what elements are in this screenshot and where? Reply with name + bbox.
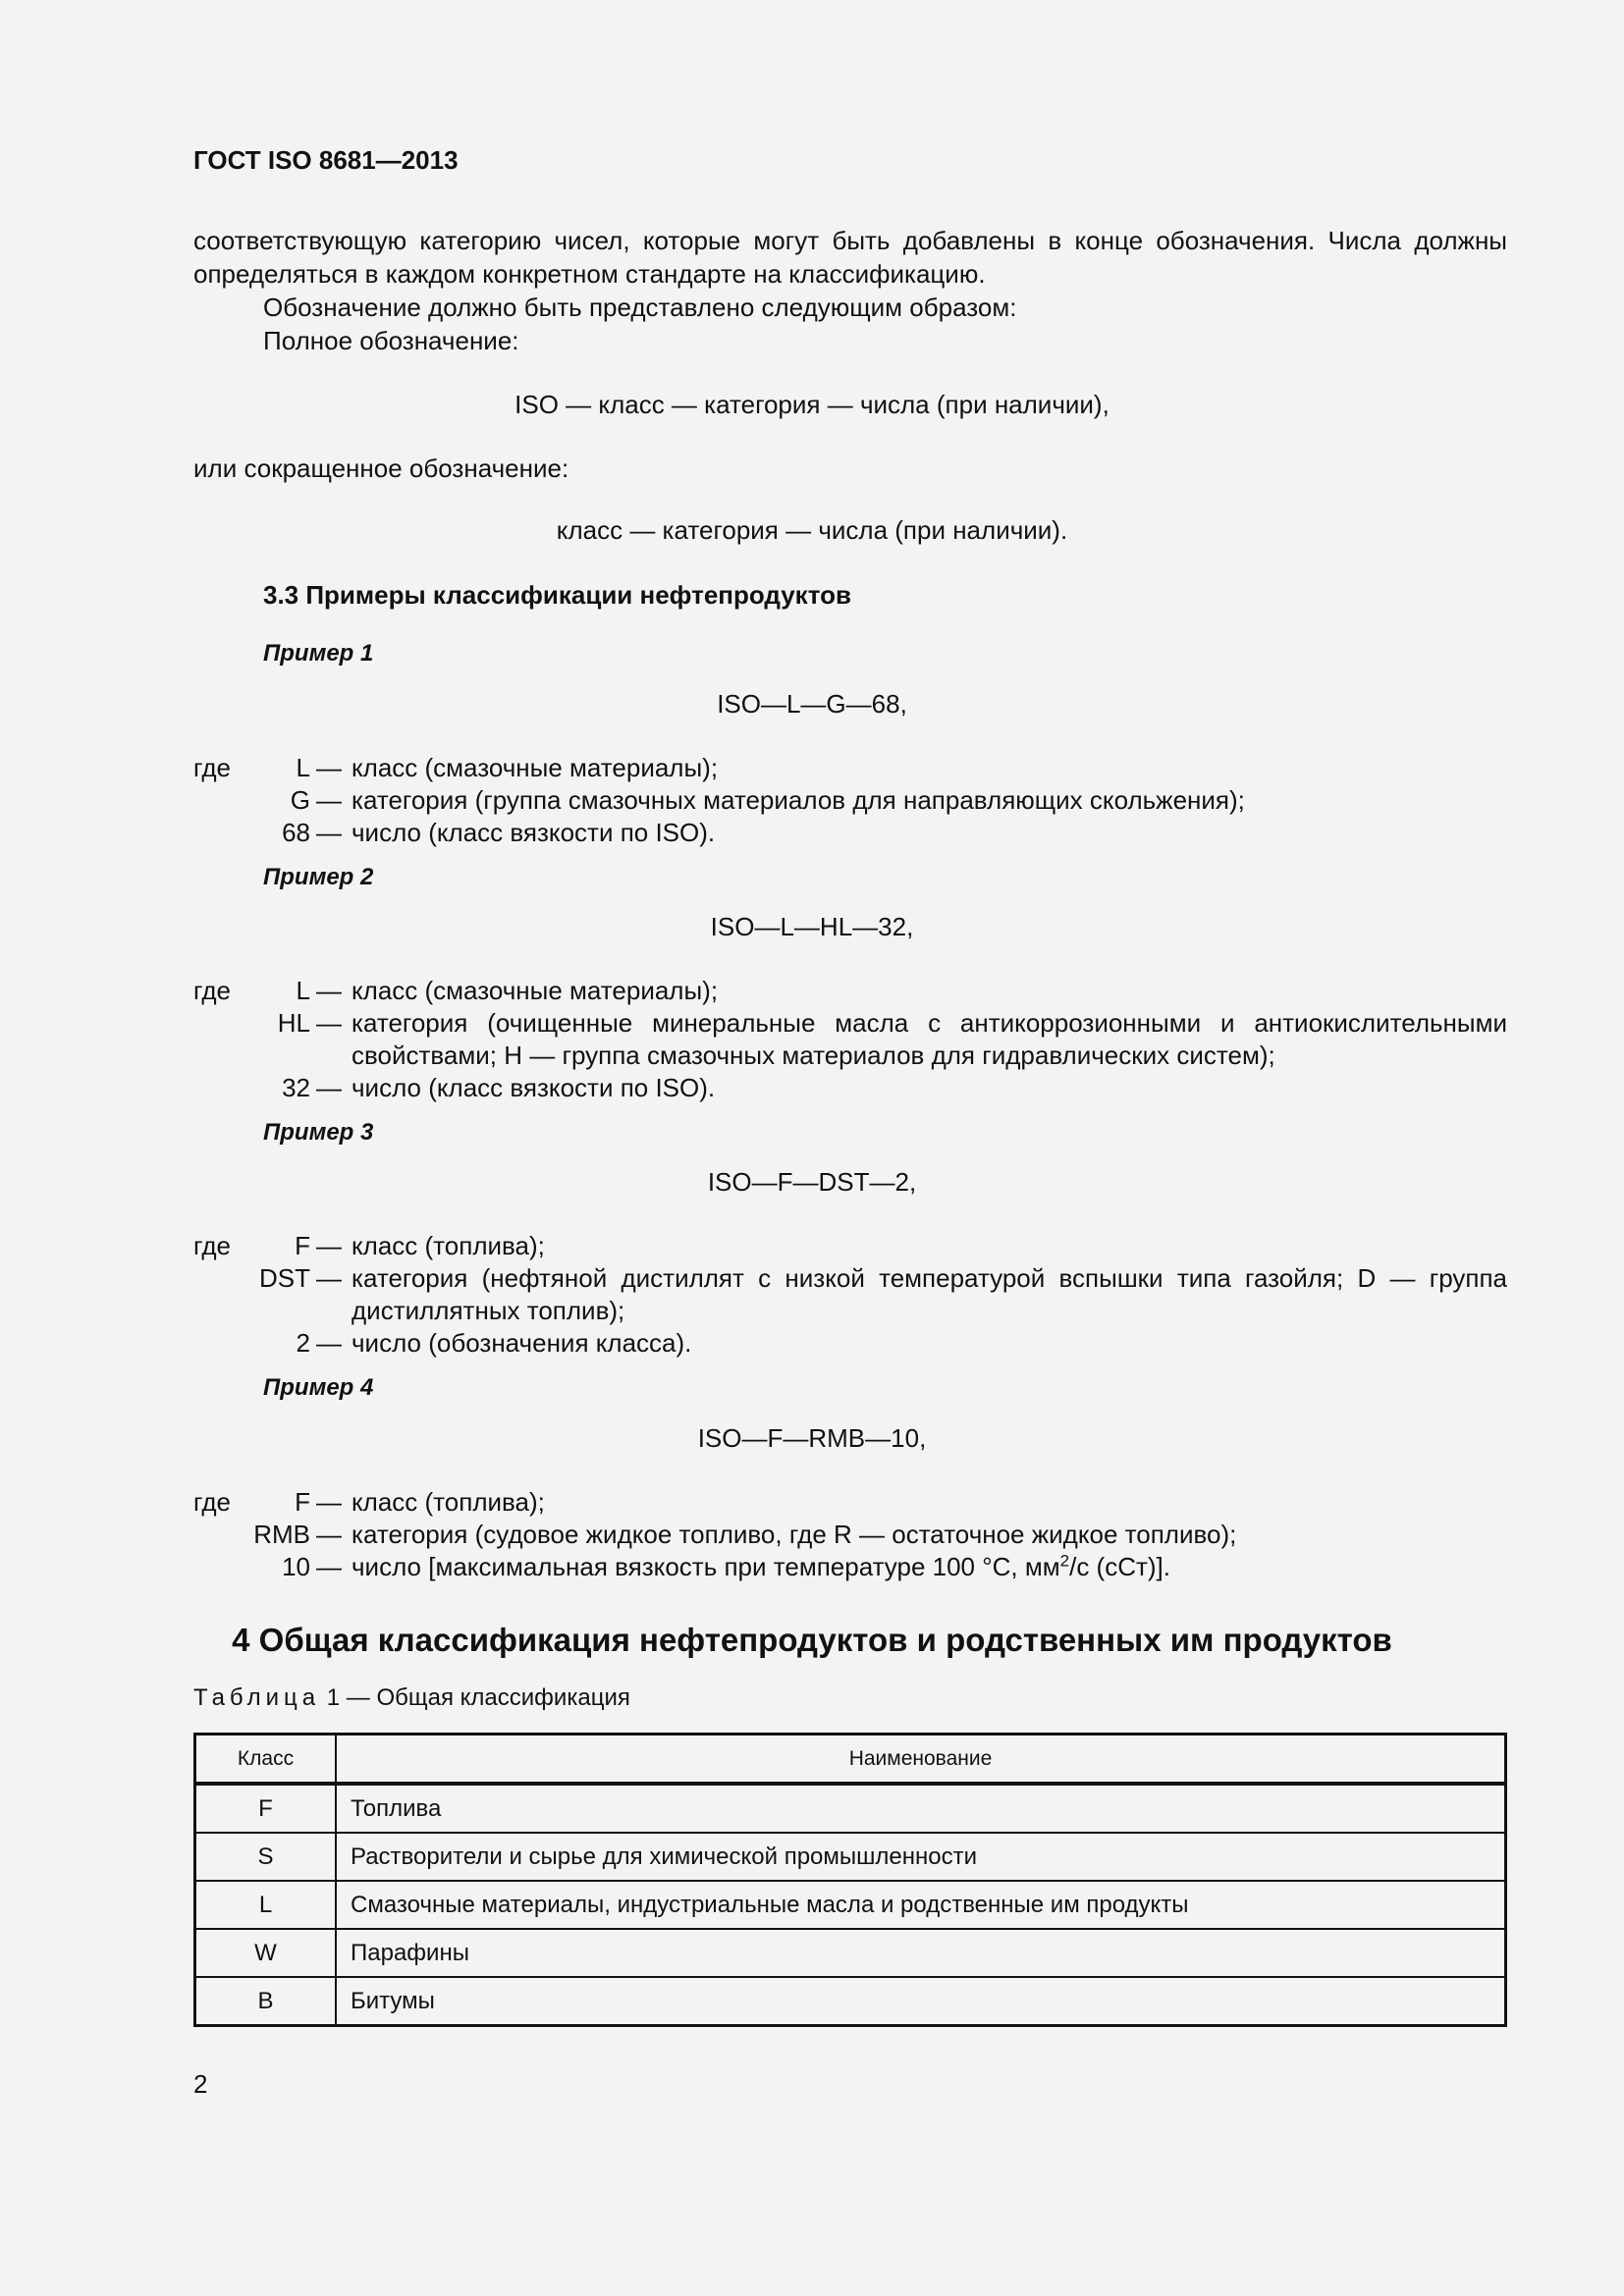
definition-row: где L — класс (смазочные материалы); (193, 975, 1507, 1007)
table-caption (193, 1684, 630, 1712)
where-label: где (193, 1487, 231, 1517)
definition-row: HL — категория (очищенные минеральные масла с антикоррозионными и антиокислительными свойствами; H — группа смазочных материалов для гидравлических систем); (193, 1007, 1507, 1072)
definition-term: 32 (282, 1073, 310, 1102)
definition-desc: класс (смазочные материалы); (352, 753, 719, 782)
page-number: 2 (193, 2069, 208, 2099)
classification-table (193, 1733, 1507, 2027)
table-header-row (195, 1735, 1506, 1785)
example-4-label: Пример 4 (263, 1374, 374, 1401)
where-label: где (193, 753, 231, 782)
table-row (195, 1929, 1506, 1977)
definition-desc: категория (группа смазочных материалов для направляющих скольжения); (352, 785, 1245, 815)
definition-term: DST (259, 1263, 310, 1293)
intro-designation-line: Обозначение должно быть представлено следующим образом: (263, 293, 1017, 322)
definition-row: где L — класс (смазочные материалы); (193, 752, 1507, 784)
table-row (195, 1833, 1506, 1881)
example-2-code: ISO—L—HL—32, (710, 912, 914, 941)
definition-row: G — категория (группа смазочных материалов для направляющих скольжения); (193, 784, 1507, 817)
example-3-code: ISO—F—DST—2, (707, 1167, 917, 1197)
where-label: где (193, 1231, 231, 1260)
definition-row: 10 — число [максимальная вязкость при температуре 100 °С, $мм^2/с$ (сСт)]. (193, 1551, 1507, 1583)
definition-desc: число (класс вязкости по ISO). (352, 818, 716, 847)
document-header: ГОСТ ISO 8681—2013 (193, 145, 459, 175)
name-cell: Парафины (336, 1929, 1506, 1977)
example-1-code: ISO—L—G—68, (717, 689, 907, 719)
definition-term: RMB (253, 1520, 310, 1549)
table-row (195, 1977, 1506, 2026)
class-cell: F (195, 1784, 337, 1833)
example-2-definitions (193, 975, 1507, 1104)
example-2-label: Пример 2 (263, 864, 374, 890)
formula-short: класс — категория — числа (при наличии). (556, 515, 1068, 545)
definition-row: DST — категория (нефтяной дистиллят с низкой температурой вспышки типа газойля; D — группа дистиллятных топлив); (193, 1262, 1507, 1327)
class-cell: L (195, 1881, 337, 1929)
table-row (195, 1881, 1506, 1929)
definition-term: L (296, 753, 310, 782)
example-1-definitions (193, 752, 1507, 849)
definition-desc: число (обозначения класса). (352, 1328, 692, 1358)
definition-desc: категория (нефтяной дистиллят с низкой температурой вспышки типа газойля; D — группа дистиллятных топлив); (352, 1263, 1507, 1325)
definition-row: где F — класс (топлива); (193, 1230, 1507, 1262)
definition-desc: класс (топлива); (352, 1231, 545, 1260)
name-cell: Смазочные материалы, индустриальные масла и родственные им продукты (336, 1881, 1506, 1929)
example-4-code: ISO—F—RMB—10, (697, 1423, 927, 1453)
example-1-label: Пример 1 (263, 640, 374, 667)
definition-row: 68 — число (класс вязкости по ISO). (193, 817, 1507, 849)
definition-term: 2 (296, 1328, 310, 1358)
example-4-definitions (193, 1486, 1507, 1583)
column-header-name: Наименование (336, 1735, 1506, 1785)
definition-term: F (295, 1231, 310, 1260)
formula-full: ISO — класс — категория — числа (при наличии), (514, 390, 1110, 419)
class-cell: S (195, 1833, 337, 1881)
name-cell: Топлива (336, 1784, 1506, 1833)
definition-term: 10 (282, 1552, 310, 1581)
section-4-title: 4 Общая классификация нефтепродуктов и родственных им продуктов (232, 1622, 1392, 1658)
definition-term: L (296, 976, 310, 1005)
definition-desc: класс (смазочные материалы); (352, 976, 719, 1005)
intro-full-designation-label: Полное обозначение: (263, 326, 519, 355)
example-3-label: Пример 3 (263, 1119, 374, 1146)
definition-desc: число (класс вязкости по ISO). (352, 1073, 716, 1102)
table-caption-text: 1 — Общая классификация (326, 1684, 630, 1711)
definition-term: 68 (282, 818, 310, 847)
section-3-3-title: 3.3 Примеры классификации нефтепродуктов (263, 580, 851, 610)
superscript-2: 2 (1059, 1551, 1070, 1571)
table-caption-word: Таблица (193, 1684, 321, 1711)
definition-term: G (290, 785, 310, 815)
definition-row: 2 — число (обозначения класса). (193, 1327, 1507, 1360)
column-header-class: Класс (195, 1735, 337, 1785)
class-cell: B (195, 1977, 337, 2026)
where-label: где (193, 976, 231, 1005)
definition-row: RMB — категория (судовое жидкое топливо, где R — остаточное жидкое топливо); (193, 1519, 1507, 1551)
definition-desc: категория (судовое жидкое топливо, где R — остаточное жидкое топливо); (352, 1520, 1237, 1549)
example-3-definitions (193, 1230, 1507, 1360)
definition-row: 32 — число (класс вязкости по ISO). (193, 1072, 1507, 1104)
definition-desc: число [максимальная вязкость при температуре 100 °С, $мм^2/с$ (сСт)]. (352, 1551, 1170, 1581)
intro-paragraph: соответствующую категорию чисел, которые могут быть добавлены в конце обозначения. Числа должны определяться в каждом конкретном стандарте на классификацию. (193, 226, 1507, 289)
name-cell: Битумы (336, 1977, 1506, 2026)
definition-desc: категория (очищенные минеральные масла с антикоррозионными и антиокислительными свойствами; H — группа смазочных материалов для гидравлических систем); (352, 1008, 1507, 1070)
class-cell: W (195, 1929, 337, 1977)
definition-desc: класс (топлива); (352, 1487, 545, 1517)
intro-short-designation-label: или сокращенное обозначение: (193, 454, 569, 483)
name-cell: Растворители и сырье для химической промышленности (336, 1833, 1506, 1881)
definition-row: где F — класс (топлива); (193, 1486, 1507, 1519)
definition-term: HL (277, 1008, 310, 1038)
table-row (195, 1784, 1506, 1833)
definition-term: F (295, 1487, 310, 1517)
